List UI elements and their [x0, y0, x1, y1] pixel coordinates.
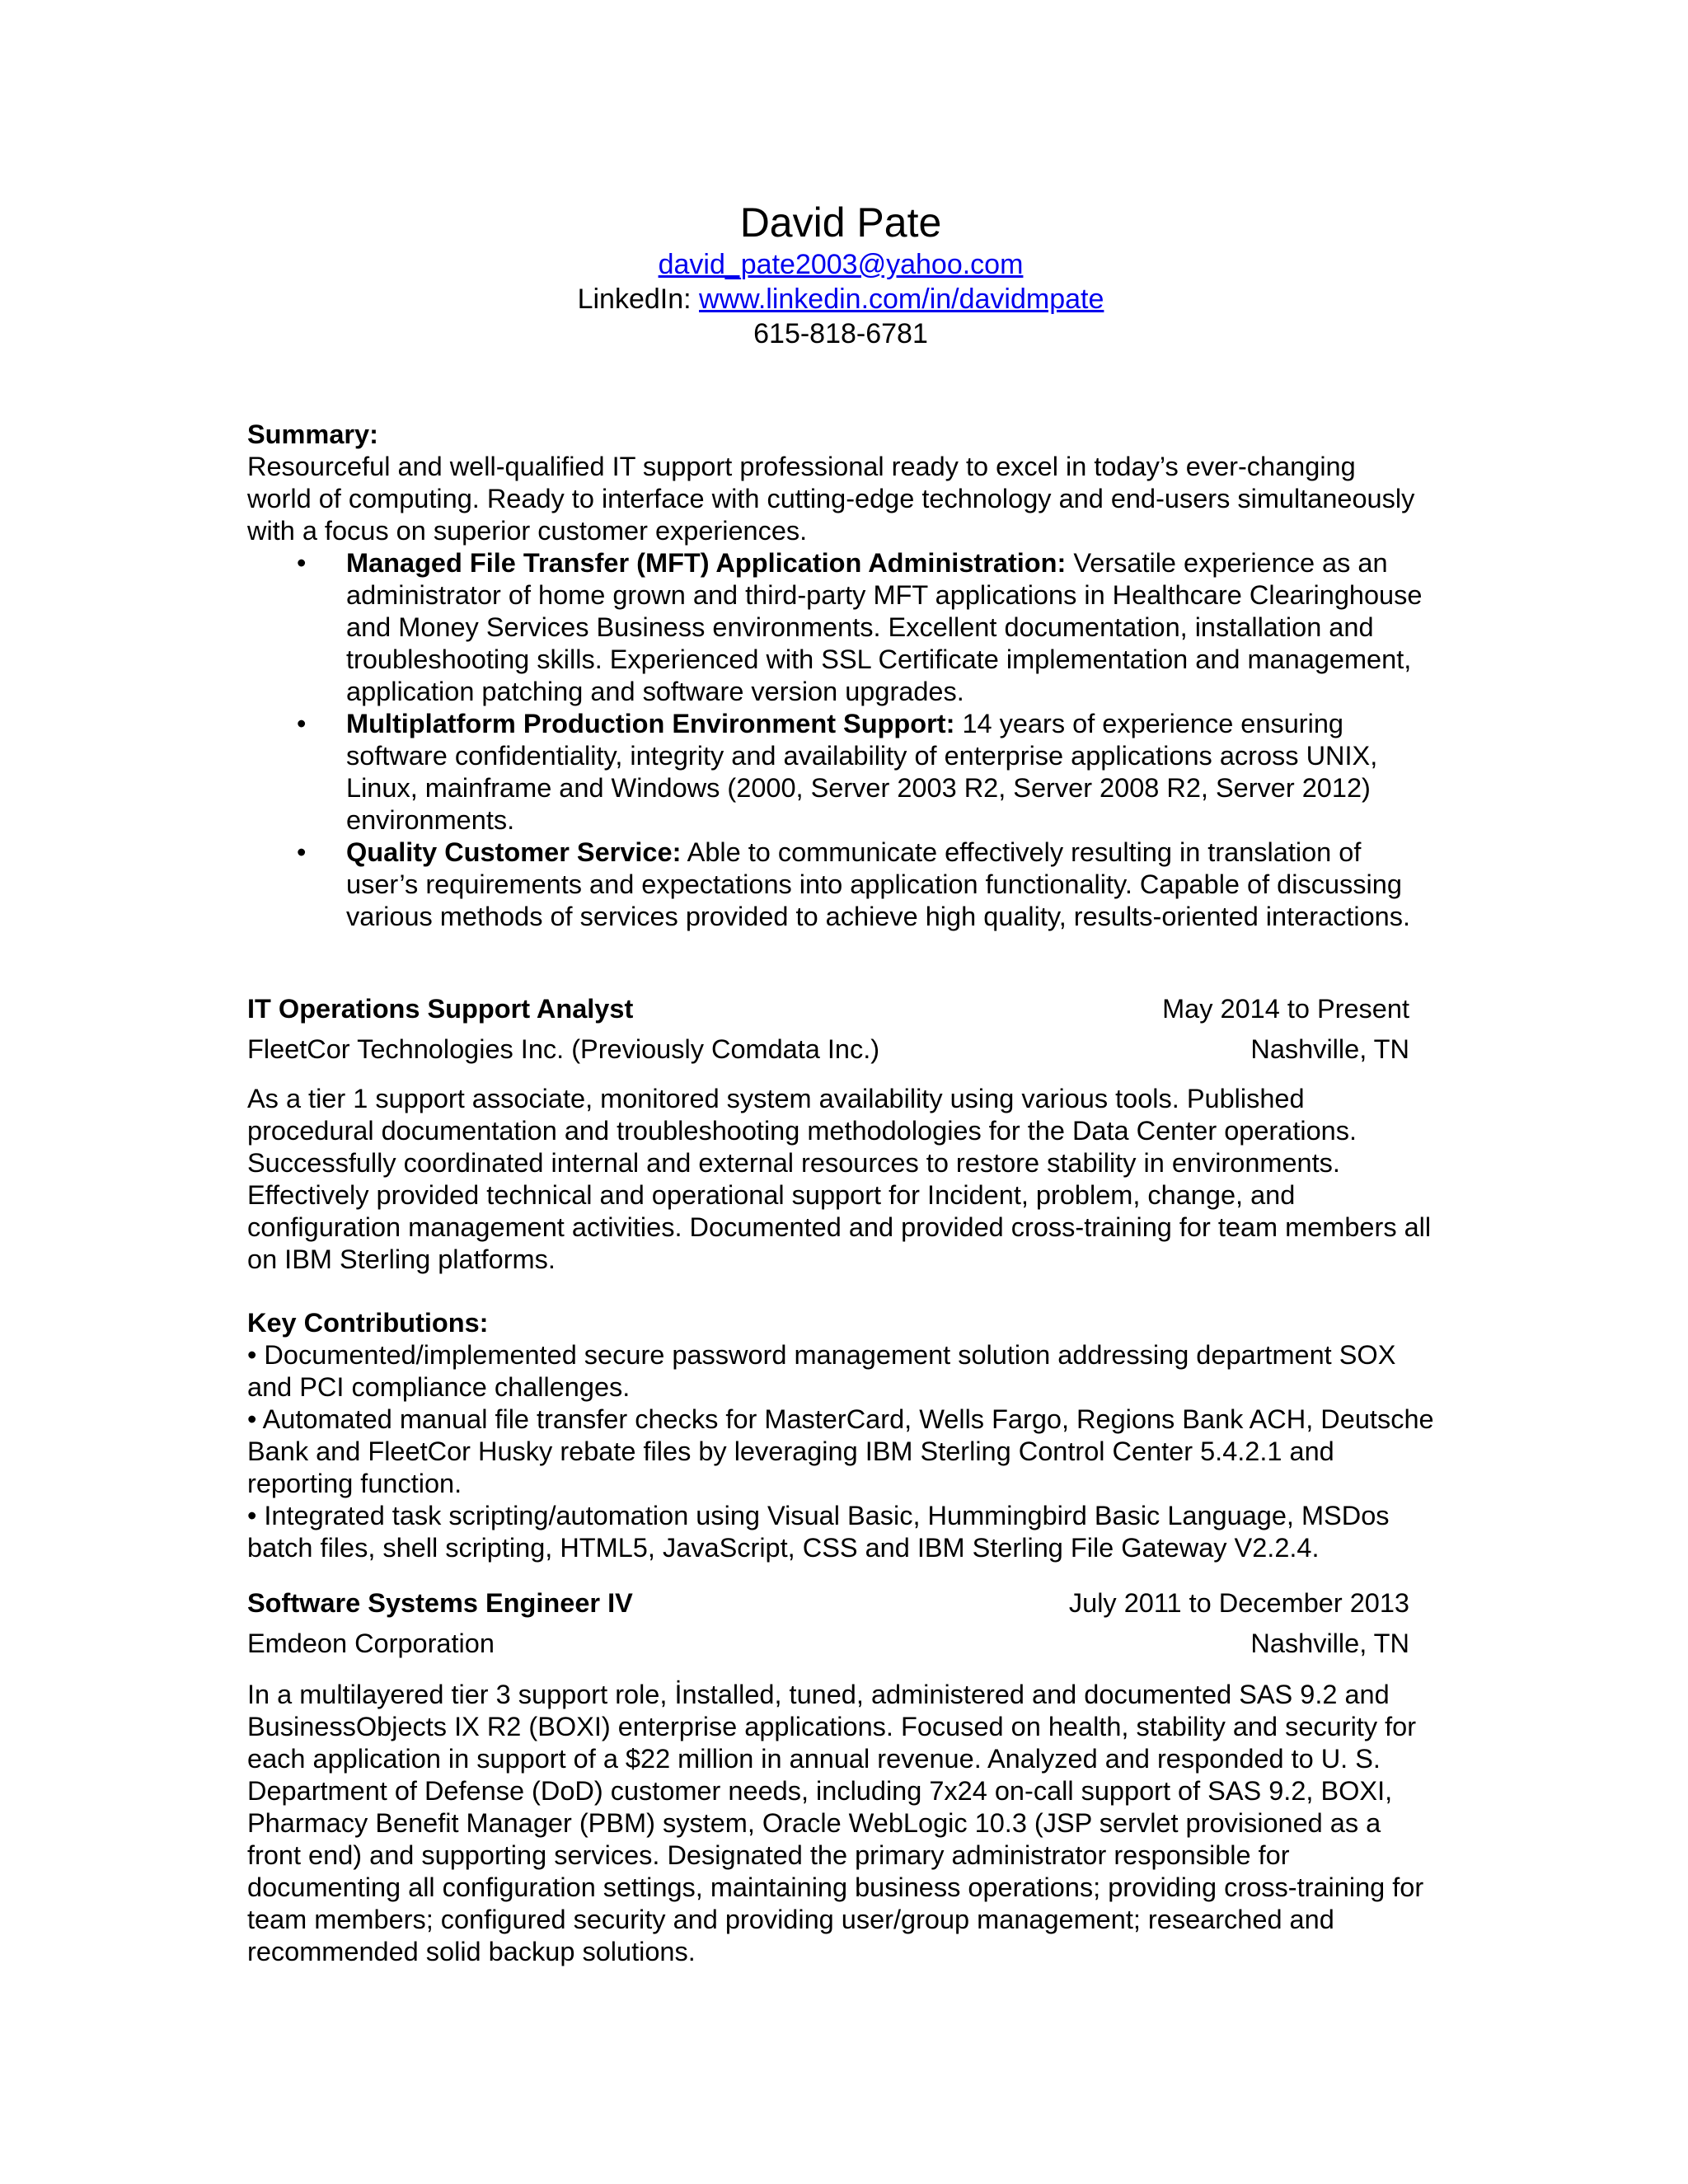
bullet-dot-icon: • [297, 837, 307, 867]
summary-text: Resourceful and well-qualified IT support professional ready to excel in today’s ever-changing world of computing. Ready to interface with cutting-edge technology and end-users simultaneously with a focus on superior customer experiences. [247, 452, 1415, 546]
key-contributions-heading: Key Contributions: [247, 1308, 489, 1338]
bullet-text: Able to communicate effectively resulting in translation of user’s requirements and expectations into application functionality. Capable of discussing various methods of services provided to achieve high quality, results-oriented interactions. [346, 837, 1411, 931]
bullet-text: 14 years of experience ensuring software confidentiality, integrity and availability of enterprise applications across UNIX, Linux, mainframe and Windows (2000, Server 2003 R2, Server 2008 R2, Server 2012) environments. [346, 709, 1378, 835]
linkedin-link[interactable]: www.linkedin.com/in/davidmpate [699, 284, 1104, 315]
summary-bullet [247, 708, 1434, 837]
contribution-item: • Automated manual file transfer checks for MasterCard, Wells Fargo, Regions Bank ACH, Deutsche Bank and FleetCor Husky rebate files by leveraging IBM Sterling Control Center 5.4.2.1 and reporting function. [247, 1404, 1434, 1498]
email-line [247, 247, 1434, 282]
bullet-text: Versatile experience as an administrator of home grown and third-party MFT applications in Healthcare Clearinghouse and Money Services Business environments. Excellent documentation, installation and troubleshooting skills. Experienced with SSL Certificate implementation and management, application patching and software version upgrades. [346, 548, 1423, 706]
job-dates: July 2011 to December 2013 [1068, 1588, 1409, 1618]
job-location: Nashville, TN [1250, 1629, 1409, 1658]
bullet-title: Managed File Transfer (MFT) Application Administration: [346, 548, 1067, 578]
job-company-row [247, 1628, 1409, 1660]
job-dates: May 2014 to Present [1162, 994, 1409, 1024]
job-title: Software Systems Engineer IV [247, 1588, 633, 1618]
summary-bullet [247, 547, 1434, 708]
candidate-name: David Pate [739, 199, 942, 246]
bullet-dot-icon: • [297, 709, 307, 738]
job-location: Nashville, TN [1250, 1034, 1409, 1064]
job-company-row [247, 1033, 1409, 1066]
summary-bullets [247, 547, 1434, 933]
linkedin-line [247, 282, 1434, 316]
job-description: In a multilayered tier 3 support role, İnstalled, tuned, administered and documented SAS 9.2 and BusinessObjects IX R2 (BOXI) enterprise applications. Focused on health, stability and security for each application in support of a $22 million in annual revenue. Analyzed and responded to U. S. Department of Defense (DoD) customer needs, including 7x24 on-call support of SAS 9.2, BOXI, Pharmacy Benefit Manager (PBM) system, Oracle WebLogic 10.3 (JSP servlet provisioned as a front end) and supporting services. Designated the primary administrator responsible for documenting all configuration settings, maintaining business operations; providing cross-training for team members; configured security and providing user/group management; researched and recommended solid backup solutions. [247, 1680, 1424, 1966]
email-link[interactable]: david_pate2003@yahoo.com [658, 249, 1024, 280]
phone-number: 615-818-6781 [753, 318, 928, 349]
job-title: IT Operations Support Analyst [247, 994, 634, 1024]
bullet-title: Quality Customer Service: [346, 837, 682, 867]
job-description: As a tier 1 support associate, monitored system availability using various tools. Published procedural documentation and troubleshooting methodologies for the Data Center operations. Successfully coordinated internal and external resources to restore stability in environments. Effectively provided technical and operational support for Incident, problem, change, and configuration management activities. Documented and provided cross-training for team members all on IBM Sterling platforms. [247, 1084, 1432, 1274]
contribution-item: • Integrated task scripting/automation using Visual Basic, Hummingbird Basic Language, MSDos batch files, shell scripting, HTML5, JavaScript, CSS and IBM Sterling File Gateway V2.2.4. [247, 1501, 1390, 1563]
job-title-row [247, 1587, 1409, 1619]
linkedin-label: LinkedIn: [577, 284, 700, 315]
job-company: FleetCor Technologies Inc. (Previously Comdata Inc.) [247, 1034, 880, 1064]
summary-bullet [247, 837, 1434, 933]
summary-heading: Summary: [247, 419, 378, 449]
bullet-title: Multiplatform Production Environment Support: [346, 709, 955, 738]
job-title-row [247, 993, 1409, 1025]
bullet-dot-icon: • [297, 548, 307, 578]
job-company: Emdeon Corporation [247, 1629, 495, 1658]
contribution-item: • Documented/implemented secure password management solution addressing department SOX and PCI compliance challenges. [247, 1340, 1396, 1402]
